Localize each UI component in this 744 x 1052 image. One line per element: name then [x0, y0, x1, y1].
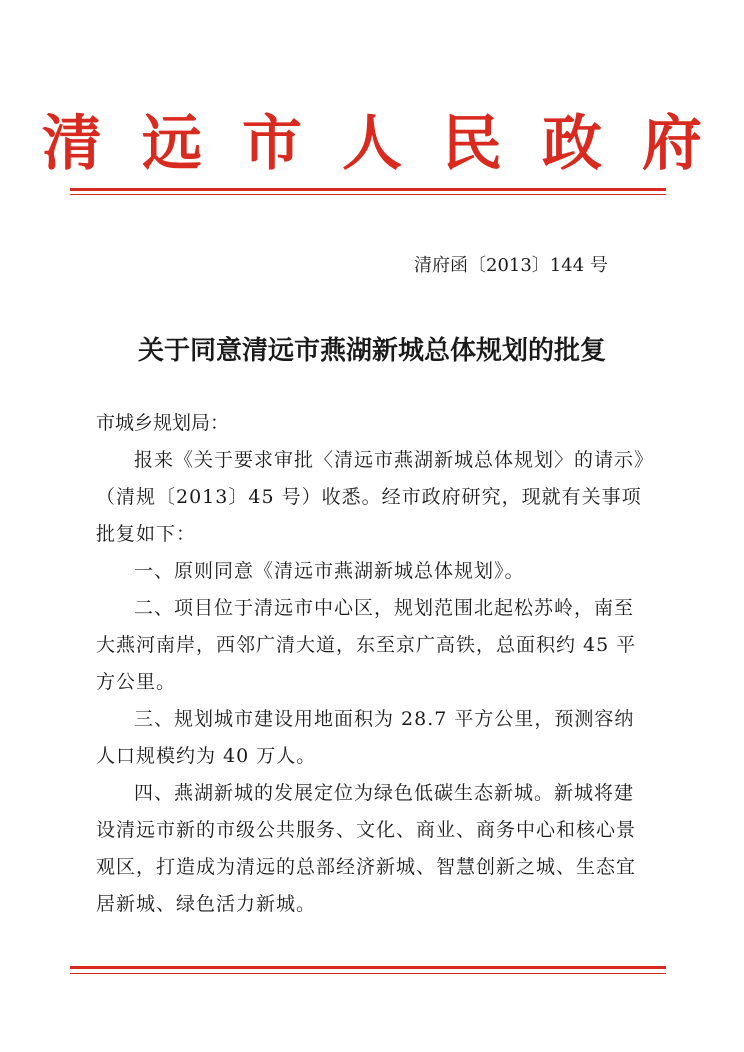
paragraph-item-4: 四、燕湖新城的发展定位为绿色低碳生态新城。新城将建设清远市新的市级公共服务、文化、商业、商务中心和核心景观区，打造成为清远的总部经济新城、智慧创新之城、生态宜居新城、绿色活力新城。: [96, 782, 637, 915]
footer-rule-thin: [70, 973, 666, 974]
letterhead-title: 清远市人民政府: [42, 109, 742, 179]
footer-rule-thick: [70, 966, 666, 969]
salutation: 市城乡规划局：: [96, 412, 230, 434]
paragraph-item-2: 二、项目位于清远市中心区，规划范围北起松苏岭，南至大燕河南岸，西邻广清大道，东至京广高铁，总面积约 45 平方公里。: [96, 597, 637, 693]
document-title: 关于同意清远市燕湖新城总体规划的批复: [137, 336, 606, 366]
paragraph-item-3: 三、规划城市建设用地面积为 28.7 平方公里，预测容纳人口规模约为 40 万人。: [96, 708, 635, 767]
paragraph-item-1: 一、原则同意《清远市燕湖新城总体规划》。: [134, 560, 525, 582]
document-body: [96, 442, 648, 923]
document-number: 清府函〔2013〕144 号: [414, 255, 608, 276]
letterhead-rule-thin: [70, 194, 666, 195]
letterhead-rule-thick: [70, 188, 666, 191]
paragraph-intro: 报来《关于要求审批〈清远市燕湖新城总体规划〉的请示》（清规〔2013〕45 号）收悉。经市政府研究，现就有关事项批复如下：: [96, 449, 645, 545]
